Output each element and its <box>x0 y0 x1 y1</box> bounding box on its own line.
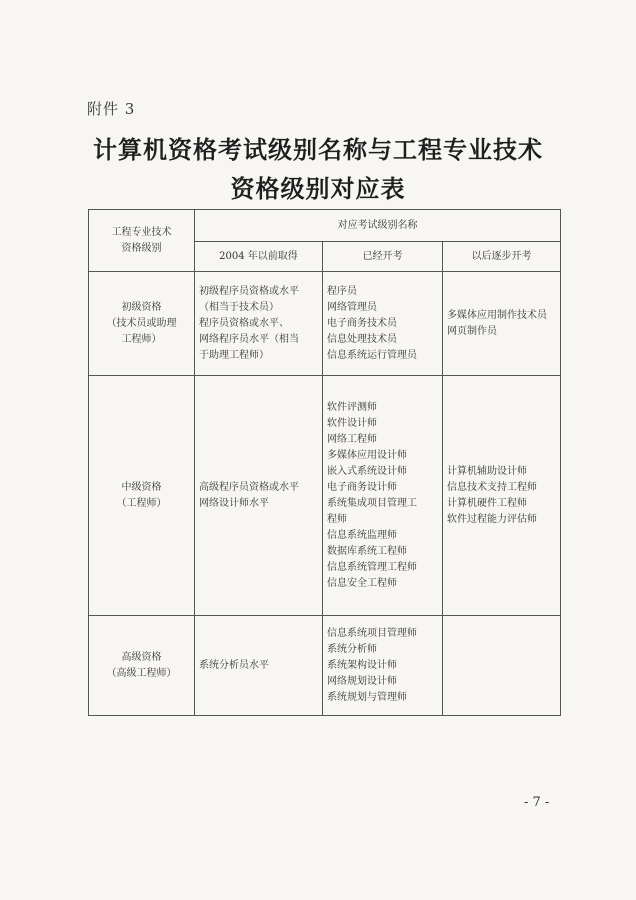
started-cell <box>323 272 443 376</box>
qualification-mapping-table <box>88 209 561 716</box>
started-line: 软件设计师 <box>327 417 377 429</box>
started-line: 信息系统管理工程师 <box>327 561 417 573</box>
header-already-started: 已经开考 <box>323 242 443 272</box>
started-line: 多媒体应用设计师 <box>327 449 407 461</box>
started-line: 网络规划设计师 <box>327 675 397 687</box>
level-line: （技术员或助理 <box>106 317 177 329</box>
level-line: （高级工程师） <box>106 667 177 679</box>
started-cell <box>323 616 443 716</box>
started-line: 系统分析师 <box>327 643 377 655</box>
started-line: 程序员 <box>327 285 357 297</box>
started-line: 数据库系统工程师 <box>327 545 407 557</box>
level-line: 中级资格 <box>121 481 162 493</box>
page-number: - 7 - <box>524 795 550 810</box>
before-2004-line: （相当于技术员） <box>199 301 279 313</box>
upcoming-line: 计算机辅助设计师 <box>447 465 527 477</box>
started-line: 信息安全工程师 <box>327 577 397 589</box>
started-line: 网络管理员 <box>327 301 377 313</box>
before-2004-line: 于助理工程师） <box>199 349 269 361</box>
before-2004-line: 高级程序员资格或水平 <box>199 481 299 493</box>
started-line: 电子商务技术员 <box>327 317 397 329</box>
before-2004-cell <box>195 376 323 616</box>
header-qualification-level <box>89 210 195 272</box>
started-line: 网络工程师 <box>327 433 377 445</box>
level-line: 初级资格 <box>121 301 162 313</box>
upcoming-line: 计算机硬件工程师 <box>447 497 527 509</box>
started-line: 嵌入式系统设计师 <box>327 465 407 477</box>
header-before-2004: 2004 年以前取得 <box>195 242 323 272</box>
started-line: 系统架构设计师 <box>327 659 397 671</box>
started-line: 信息处理技术员 <box>327 333 397 345</box>
table-row <box>89 272 561 376</box>
upcoming-line: 网页制作员 <box>447 325 497 337</box>
started-line: 系统规划与管理师 <box>327 691 407 703</box>
level-line: 工程师） <box>121 333 162 345</box>
header-qualification-level-line-1: 工程专业技术 <box>111 226 172 238</box>
attachment-label: 附件 3 <box>87 100 136 118</box>
level-cell <box>89 376 195 616</box>
upcoming-line: 软件过程能力评估师 <box>447 513 537 525</box>
document-title-line-2: 资格级别对应表 <box>230 174 406 203</box>
upcoming-cell <box>443 272 561 376</box>
started-line: 软件评测师 <box>327 401 377 413</box>
table-header-row <box>89 210 561 242</box>
upcoming-cell <box>443 616 561 716</box>
before-2004-line: 初级程序员资格或水平 <box>199 285 299 297</box>
table-row <box>89 376 561 616</box>
upcoming-cell <box>443 376 561 616</box>
started-line: 系统集成项目管理工 <box>327 497 417 509</box>
upcoming-line: 信息技术支持工程师 <box>447 481 537 493</box>
before-2004-line: 程序员资格或水平、 <box>199 317 289 329</box>
level-cell <box>89 616 195 716</box>
level-line: （工程师） <box>116 497 167 509</box>
before-2004-line: 网络设计师水平 <box>199 497 269 509</box>
before-2004-line: 系统分析员水平 <box>199 659 269 671</box>
started-line: 程师 <box>327 513 347 525</box>
before-2004-cell <box>195 272 323 376</box>
header-qualification-level-line-2: 资格级别 <box>121 242 162 254</box>
header-upcoming: 以后逐步开考 <box>443 242 561 272</box>
started-cell <box>323 376 443 616</box>
level-line: 高级资格 <box>121 651 162 663</box>
started-line: 电子商务设计师 <box>327 481 397 493</box>
level-cell <box>89 272 195 376</box>
started-line: 信息系统运行管理员 <box>327 349 417 361</box>
before-2004-cell <box>195 616 323 716</box>
document-title-line-1: 计算机资格考试级别名称与工程专业技术 <box>93 135 543 164</box>
started-line: 信息系统监理师 <box>327 529 397 541</box>
table-row <box>89 616 561 716</box>
started-line: 信息系统项目管理师 <box>327 627 417 639</box>
before-2004-line: 网络程序员水平（相当 <box>199 333 299 345</box>
upcoming-line: 多媒体应用制作技术员 <box>447 309 547 321</box>
header-exam-levels: 对应考试级别名称 <box>195 210 561 242</box>
